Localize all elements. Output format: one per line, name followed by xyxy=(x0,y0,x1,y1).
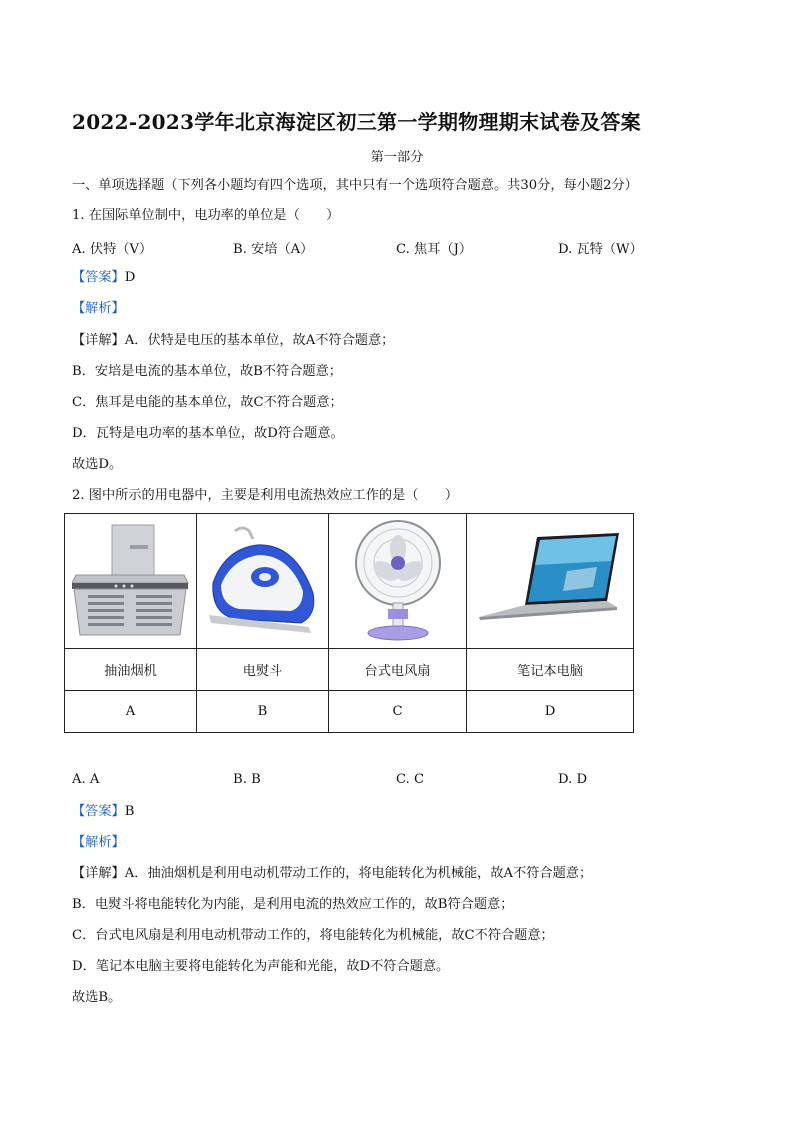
q2-option-b: B. B xyxy=(233,772,261,787)
q1-stem: 1. 在国际单位制中，电功率的单位是（ ） xyxy=(72,208,340,223)
q2-detail-line-2: B．电熨斗将电能转化为内能，是利用电流的热效应工作的，故B符合题意； xyxy=(72,897,514,912)
appliance-letter-b: B xyxy=(197,691,329,733)
q2-option-d: D. D xyxy=(558,772,588,787)
appliance-letter-c: C xyxy=(329,691,467,733)
doc-title: 2022-2023学年北京海淀区初三第一学期物理期末试卷及答案 xyxy=(72,110,641,134)
iron-image xyxy=(197,514,329,649)
appliance-table xyxy=(64,513,634,733)
answer-value: B xyxy=(124,804,135,819)
q2-conclusion: 故选B。 xyxy=(72,990,122,1005)
detail-text: A．抽油烟机是利用电动机带动工作的，将电能转化为机械能，故A不符合题意； xyxy=(124,866,593,881)
detail-tag: 【详解】 xyxy=(72,866,125,881)
q2-stem: 2. 图中所示的用电器中，主要是利用电流热效应工作的是（ ） xyxy=(72,488,459,503)
q1-option-d: D. 瓦特（W） xyxy=(558,242,643,257)
q2-detail-line-4: D．笔记本电脑主要将电能转化为声能和光能，故D不符合题意。 xyxy=(72,959,450,974)
laptop-image xyxy=(467,514,634,649)
appliance-name-d: 笔记本电脑 xyxy=(467,649,634,691)
q1-conclusion: 故选D。 xyxy=(72,457,123,472)
q1-option-a: A. 伏特（V） xyxy=(72,242,153,257)
q1-detail-line-2: B．安培是电流的基本单位，故B不符合题意； xyxy=(72,364,342,379)
q1-option-c: C. 焦耳（J） xyxy=(396,242,473,257)
q2-detail-line-3: C．台式电风扇是利用电动机带动工作的，将电能转化为机械能，故C不符合题意； xyxy=(72,928,554,943)
q2-answer xyxy=(72,803,134,821)
q1-detail-line-3: C．焦耳是电能的基本单位，故C不符合题意； xyxy=(72,395,343,410)
q2-detail-line-1 xyxy=(72,865,592,883)
answer-value: D xyxy=(124,270,136,285)
q2-analysis-tag: 【解析】 xyxy=(72,835,125,850)
range-hood-image xyxy=(65,514,197,649)
appliance-name-a: 抽油烟机 xyxy=(65,649,197,691)
q1-option-b: B. 安培（A） xyxy=(233,242,314,257)
q1-detail-line-1 xyxy=(72,332,394,350)
answer-tag: 【答案】 xyxy=(72,270,125,285)
q1-analysis-tag: 【解析】 xyxy=(72,301,125,316)
appliance-letter-a: A xyxy=(65,691,197,733)
section-heading: 一、单项选择题（下列各小题均有四个选项，其中只有一个选项符合题意。共30分，每小题2分） xyxy=(72,178,638,193)
fan-image xyxy=(329,514,467,649)
appliance-letter-d: D xyxy=(467,691,634,733)
answer-tag: 【答案】 xyxy=(72,804,125,819)
q2-option-a: A. A xyxy=(72,772,100,787)
appliance-name-c: 台式电风扇 xyxy=(329,649,467,691)
detail-text: A．伏特是电压的基本单位，故A不符合题意； xyxy=(124,333,395,348)
appliance-name-b: 电熨斗 xyxy=(197,649,329,691)
q1-detail-line-4: D．瓦特是电功率的基本单位，故D符合题意。 xyxy=(72,426,344,441)
detail-tag: 【详解】 xyxy=(72,333,125,348)
q1-answer xyxy=(72,269,135,287)
q2-option-c: C. C xyxy=(396,772,425,787)
part-heading: 第一部分 xyxy=(370,150,424,165)
